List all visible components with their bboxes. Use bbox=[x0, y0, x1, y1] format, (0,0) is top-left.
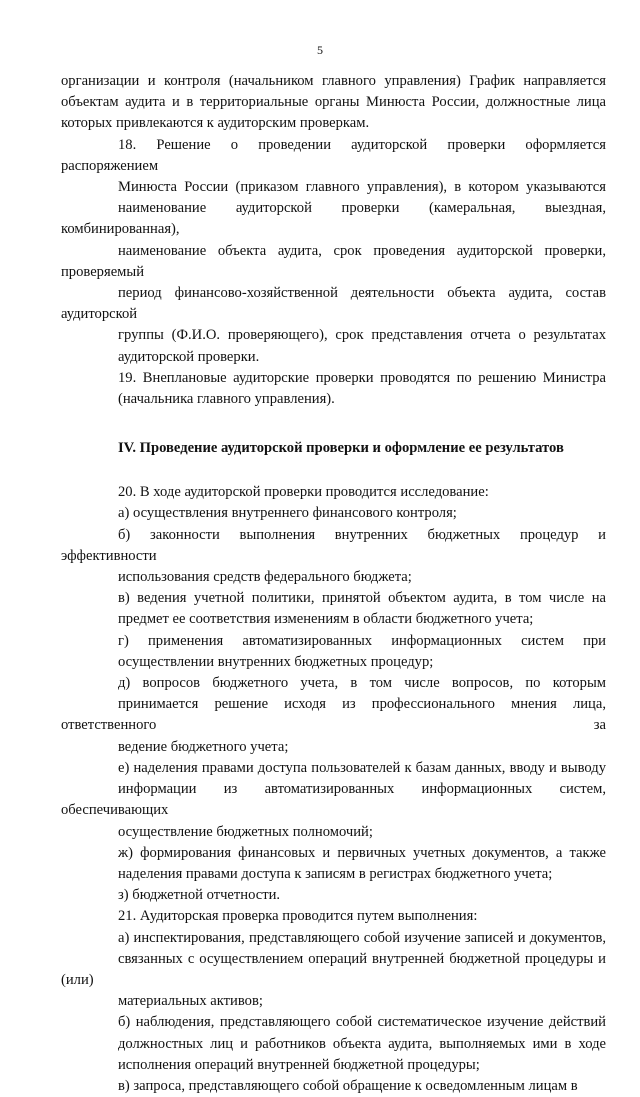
text-line: использования средств федерального бюджета; bbox=[118, 569, 412, 586]
text-line: период финансово-хозяйственной деятельности объекта аудита, состав аудиторской bbox=[61, 285, 606, 323]
paragraph bbox=[61, 368, 606, 410]
text-line: в) запроса, представляющего собой обращение к осведомленным лицам в bbox=[118, 1077, 578, 1094]
text-line: г) применения автоматизированных информационных систем при bbox=[118, 632, 606, 649]
paragraph bbox=[61, 525, 606, 589]
paragraph bbox=[61, 1012, 606, 1076]
text-line: связанных с осуществлением операций внутренней бюджетной процедуры и (или) bbox=[61, 950, 606, 988]
text-line: осуществление бюджетных полномочий; bbox=[118, 823, 373, 840]
paragraph bbox=[61, 843, 606, 885]
text-line: 18. Решение о проведении аудиторской проверки оформляется распоряжением bbox=[61, 136, 606, 174]
text-line: б) наблюдения, представляющего собой систематическое изучение действий bbox=[118, 1014, 606, 1031]
text-line: д) вопросов бюджетного учета, в том числе вопросов, по которым bbox=[118, 675, 606, 692]
text-line: е) наделения правами доступа пользователей к базам данных, вводу и выводу bbox=[118, 759, 606, 776]
text-line: а) инспектирования, представляющего собой изучение записей и документов, bbox=[118, 929, 606, 946]
text-line: должностных лиц и работников объекта аудита, выполняемых ими в ходе bbox=[118, 1035, 606, 1052]
paragraph bbox=[61, 631, 606, 673]
text-line: наименование аудиторской проверки (камеральная, выездная, комбинированная), bbox=[61, 200, 606, 238]
text-line: которых привлекаются к аудиторским проверкам. bbox=[61, 115, 370, 132]
paragraph bbox=[61, 673, 606, 758]
text-line: в) ведения учетной политики, принятой объектом аудита, в том числе на bbox=[118, 590, 606, 607]
paragraphs-after-section bbox=[61, 482, 606, 1097]
paragraph bbox=[61, 503, 606, 524]
text-line: аудиторской проверки. bbox=[118, 348, 260, 365]
text-line: исполнения операций внутренней бюджетной процедуры; bbox=[118, 1056, 480, 1073]
paragraph bbox=[61, 482, 606, 503]
paragraph bbox=[61, 1076, 606, 1097]
text-line: объектам аудита и в территориальные органы Минюста России, должностные лица bbox=[61, 94, 606, 111]
text-line: Минюста России (приказом главного управления), в котором указываются bbox=[118, 179, 606, 196]
paragraph bbox=[61, 71, 606, 135]
text-line: 21. Аудиторская проверка проводится путем выполнения: bbox=[118, 908, 478, 925]
paragraph bbox=[61, 758, 606, 843]
text-line: материальных активов; bbox=[118, 993, 263, 1010]
page-number: 5 bbox=[317, 43, 323, 57]
paragraph bbox=[61, 588, 606, 630]
text-line: информации из автоматизированных информационных систем, обеспечивающих bbox=[61, 781, 606, 819]
text-line: 20. В ходе аудиторской проверки проводится исследование: bbox=[118, 484, 489, 501]
paragraph bbox=[61, 885, 606, 906]
text-line: (начальника главного управления). bbox=[118, 391, 335, 408]
text-line: принимается решение исходя из профессионального мнения лица, ответственного за bbox=[61, 696, 606, 734]
text-line: группы (Ф.И.О. проверяющего), срок представления отчета о результатах bbox=[118, 327, 606, 344]
paragraphs-before-section bbox=[61, 71, 606, 410]
paragraph bbox=[61, 906, 606, 927]
section-heading: IV. Проведение аудиторской проверки и оформление ее результатов bbox=[118, 440, 564, 457]
text-line: ж) формирования финансовых и первичных учетных документов, а также bbox=[118, 844, 606, 861]
paragraph bbox=[61, 928, 606, 1013]
text-line: а) осуществления внутреннего финансового контроля; bbox=[118, 505, 457, 522]
text-line: б) законности выполнения внутренних бюджетных процедур и эффективности bbox=[61, 526, 606, 564]
text-line: наделения правами доступа к записям в регистрах бюджетного учета; bbox=[118, 865, 553, 882]
text-line: 19. Внеплановые аудиторские проверки проводятся по решению Министра bbox=[118, 369, 606, 386]
text-line: з) бюджетной отчетности. bbox=[118, 887, 281, 904]
text-line: ведение бюджетного учета; bbox=[118, 738, 289, 755]
text-line: организации и контроля (начальником главного управления) График направляется bbox=[61, 73, 606, 89]
text-line: наименование объекта аудита, срок проведения аудиторской проверки, проверяемый bbox=[61, 242, 606, 280]
text-line: осуществлении внутренних бюджетных процедур; bbox=[118, 653, 434, 670]
text-line: предмет ее соответствия изменениям в области бюджетного учета; bbox=[118, 611, 534, 628]
document-body bbox=[61, 71, 606, 1097]
paragraph bbox=[61, 135, 606, 368]
